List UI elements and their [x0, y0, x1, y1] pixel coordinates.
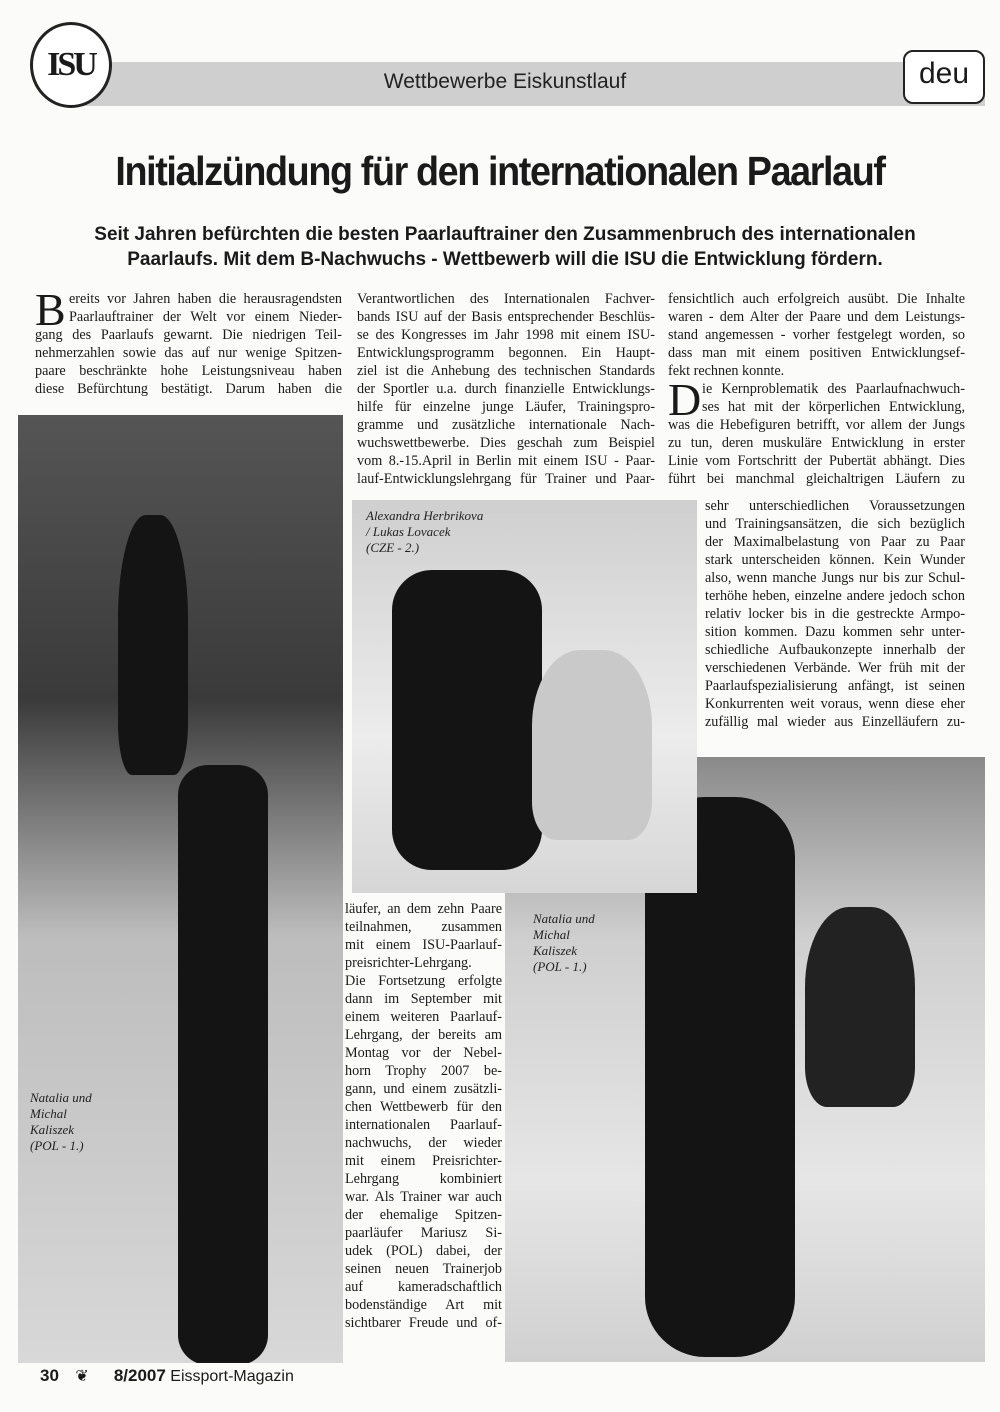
column-3-continued — [705, 497, 965, 731]
text-line: relativ locker bis in die gestreckte Armpo- — [705, 606, 965, 622]
text-line: paare beschränkte hohe Leistungsniveau haben — [35, 363, 342, 379]
text-line: nachwuchs, der wieder — [345, 1135, 502, 1151]
caption-line: (POL - 1.) — [30, 1138, 84, 1153]
text-line: chen Wettbewerb für den — [345, 1099, 502, 1115]
dropcap: B — [35, 284, 66, 335]
text-line: vom 8.-15.April in Berlin mit einem ISU - Paar- — [357, 453, 655, 469]
text-line: einem weiteren Paarlauf- — [345, 1009, 502, 1025]
text-line: Montag vor der Nebel- — [345, 1045, 502, 1061]
text-line: stand angemessen - vorher festgelegt worden, so — [668, 327, 965, 343]
photo2-caption — [366, 508, 483, 556]
column-3 — [668, 290, 965, 488]
text-line: stark unterscheiden können. Kein Wunder — [705, 552, 965, 568]
text-line: Konkurrenten weit voraus, wenn diese eher — [705, 696, 965, 712]
caption-line: (POL - 1.) — [533, 959, 587, 974]
text-line: Linie vom Fortschritt der Pubertät abhängt. Dies — [668, 453, 965, 469]
text-line: ie Kernproblematik des Paarlaufnachwuch- — [702, 381, 965, 397]
photo-herbrikova-lovacek — [352, 500, 697, 893]
isu-logo: ISU — [30, 22, 112, 108]
text-line: diese Befürchtung bestätigt. Darum haben die — [35, 381, 342, 397]
page-footer — [40, 1366, 294, 1386]
text-line: teilnahmen, zusammen — [345, 919, 502, 935]
text-line: terhöhe heben, einzelne andere jedoch schon — [705, 588, 965, 604]
text-line: internationalen Paarlauf- — [345, 1117, 502, 1133]
caption-line: Michal — [30, 1106, 67, 1121]
caption-line: Alexandra Herbrikova — [366, 508, 484, 523]
text-line: verschiedenen Verbände. Wer früh mit der — [705, 660, 965, 676]
text-line: gramme und zusätzliche internationale Nach- — [357, 417, 655, 433]
caption-line: (CZE - 2.) — [366, 540, 420, 555]
text-line: zufällig mal wieder aus Einzelläufern zu- — [705, 714, 965, 730]
column-2 — [357, 290, 655, 488]
magazine-logo-icon: ❦ — [75, 1368, 89, 1385]
text-line: Entwicklungsprogramm begonnen. Ein Haupt- — [357, 345, 655, 361]
caption-line: Natalia und — [30, 1090, 92, 1105]
text-line: ziel ist die Anhebung des technischen Standards — [357, 363, 655, 379]
issue-number: 8/2007 — [113, 1366, 166, 1385]
text-line: Lehrgang kombiniert — [345, 1171, 502, 1187]
column-1 — [35, 284, 342, 398]
text-line: Paarlaufspezialisierung anfängt, ist seinen — [705, 678, 965, 694]
photo3-caption — [533, 911, 595, 975]
text-line: ereits vor Jahren haben die herausragendsten — [69, 291, 342, 307]
text-line: sehr unterschiedlichen Voraussetzungen — [705, 498, 965, 514]
text-line: zu tun, deren muskuläre Entwicklung in erster — [668, 435, 965, 451]
text-line: führt bei manchmal gleichaltrigen Läufern zu — [668, 471, 965, 487]
caption-line: Natalia und — [533, 911, 595, 926]
article-title: Initialzündung für den internationalen Paarlauf — [115, 148, 885, 194]
magazine-name: Eissport-Magazin — [170, 1368, 294, 1385]
text-line: der Maximalbelastung von Paar zu Paar — [705, 534, 965, 550]
language-badge: deu — [903, 50, 985, 104]
text-line: wuchswettbewerbe. Dies geschah zum Beispiel — [357, 435, 655, 451]
text-line: Die Fortsetzung erfolgte — [345, 973, 502, 989]
text-line: horn Trophy 2007 be- — [345, 1063, 502, 1079]
photo-kaliszek-lift — [18, 415, 343, 1363]
text-line: Paarlauftrainer der Welt vor einem Nieder- — [69, 309, 342, 325]
text-line: hilfe für einzelne junge Läufer, Trainingspro- — [357, 399, 655, 415]
caption-line: Kaliszek — [30, 1122, 75, 1137]
photo1-caption — [30, 1090, 92, 1154]
caption-line: Kaliszek — [533, 943, 578, 958]
text-line: der Sportler u.a. durch finanzielle Entwicklungs- — [357, 381, 655, 397]
text-line: fekt rechnen konnte. — [668, 363, 785, 379]
text-line: preisrichter-Lehrgang. — [345, 955, 472, 971]
text-line: udek (POL) dabei, der — [345, 1243, 502, 1259]
text-line: waren - dem Alter der Paare und dem Leistungs- — [668, 309, 965, 325]
text-line: nehmerzahlen sowie das auf nur wenige Spitzen- — [35, 345, 342, 361]
text-line: mit einem ISU-Paarlauf- — [345, 937, 502, 953]
text-line: dann im September mit — [345, 991, 502, 1007]
text-line: gang des Paarlaufs gewarnt. Die niedrigen Teil- — [35, 327, 342, 343]
text-line: schiedliche Aufbaukonzepte innerhalb der — [705, 642, 965, 658]
text-line: dass man mit einem positiven Entwicklungsef- — [668, 345, 965, 361]
text-line: auf kameradschaftlich — [345, 1279, 502, 1295]
article-subtitle — [40, 222, 970, 272]
column-2-continued — [345, 900, 502, 1332]
text-line: bands ISU auf der Basis entsprechender Beschlüs- — [357, 309, 655, 325]
subtitle-line: Paarlaufs. Mit dem B-Nachwuchs - Wettbewerb will die ISU die Entwicklung fördern. — [127, 249, 883, 270]
subtitle-line: Seit Jahren befürchten die besten Paarlauftrainer den Zusammenbruch des internationalen — [94, 224, 916, 245]
page-number: 30 — [40, 1366, 59, 1385]
section-title: Wettbewerbe Eiskunstlauf — [383, 70, 627, 93]
text-line: fensichtlich auch erfolgreich ausübt. Die Inhalte — [668, 291, 965, 307]
dropcap: D — [668, 374, 702, 425]
text-line: mit einem Preisrichter- — [345, 1153, 502, 1169]
text-line: gann, und einem zusätzli- — [345, 1081, 502, 1097]
text-line: se des Kongresses im Jahr 1998 mit einem ISU- — [357, 327, 655, 343]
text-line: Verantwortlichen des Internationalen Fachver- — [357, 291, 655, 307]
text-line: also, wenn manche Jungs nur bis zur Schul- — [705, 570, 965, 586]
text-line: Lehrgang, der bereits am — [345, 1027, 502, 1043]
text-line: lauf-Entwicklungslehrgang für Trainer und Paar- — [357, 471, 655, 487]
text-line: paarläufer Mariusz Si- — [345, 1225, 502, 1241]
text-line: war. Als Trainer war auch — [345, 1189, 502, 1205]
caption-line: / Lukas Lovacek — [366, 524, 451, 539]
text-line: läufer, an dem zehn Paare — [345, 901, 502, 917]
text-line: der ehemalige Spitzen- — [345, 1207, 502, 1223]
text-line: sition kommen. Dazu kommen sehr unter- — [705, 624, 965, 640]
caption-line: Michal — [533, 927, 570, 942]
text-line: seinen neuen Trainerjob — [345, 1261, 502, 1277]
text-line: sichtbarer Freude und of- — [345, 1315, 502, 1331]
text-line: ses hat mit der körperlichen Entwicklung, — [702, 399, 965, 415]
text-line: bodenständige Art mit — [345, 1297, 502, 1313]
text-line: und Trainingsansätzen, die sich bezüglich — [705, 516, 965, 532]
text-line: was die Hebefiguren betrifft, vor allem der Jungs — [668, 417, 965, 433]
